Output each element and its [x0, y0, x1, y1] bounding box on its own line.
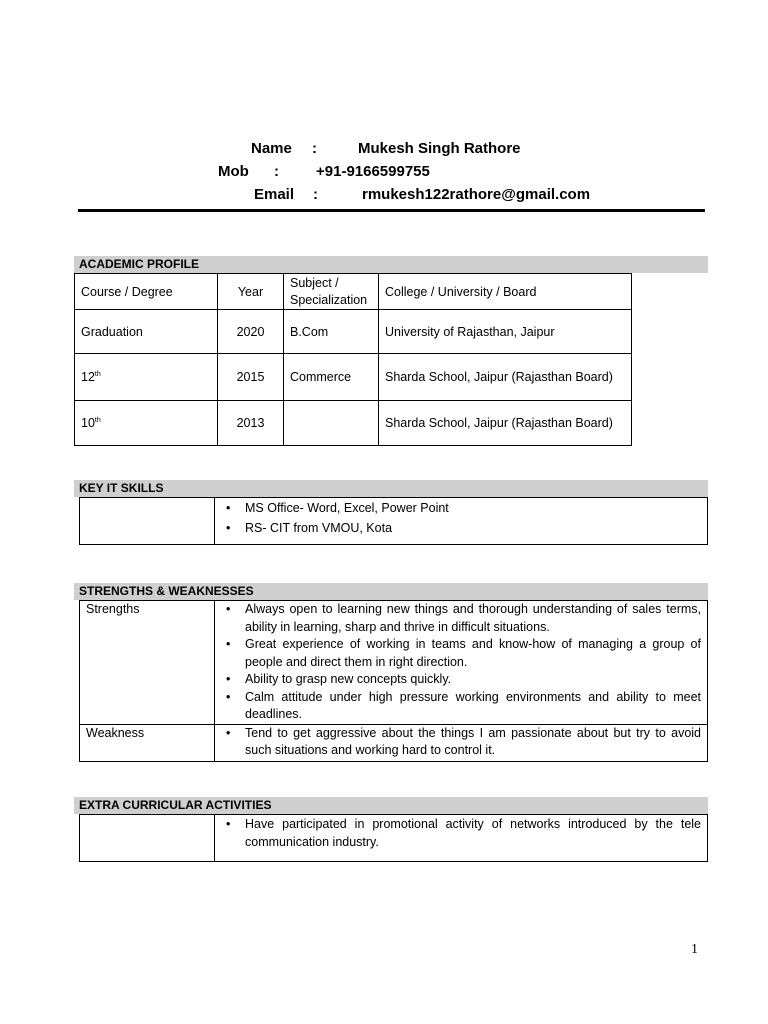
year-cell: 2015 [218, 354, 284, 401]
table-row [80, 601, 708, 725]
course-cell [75, 401, 218, 446]
course-text: Graduation [81, 324, 143, 339]
course-text: 10 [81, 416, 95, 430]
email-colon: : [313, 186, 318, 203]
extra-list [215, 816, 701, 851]
extra-empty-cell [80, 815, 215, 862]
header-board: College / University / Board [379, 274, 632, 310]
list-item [215, 518, 707, 538]
weakness-label: Weakness [80, 724, 215, 761]
strength-text: Great experience of working in teams and know-how of managing a group of people and direct them in right direction. [245, 637, 701, 669]
subject-cell [284, 401, 379, 446]
table-row [80, 815, 708, 862]
year-cell: 2013 [218, 401, 284, 446]
strength-text: Always open to learning new things and thorough understanding of sales terms, ability in learning, sharp and thrive in difficult situations. [245, 602, 701, 634]
table-row [75, 401, 632, 446]
header-subject: Subject / Specialization [284, 274, 379, 310]
board-cell: University of Rajasthan, Jaipur [379, 310, 632, 354]
academic-table [74, 273, 632, 446]
activity-text: Have participated in promotional activity of networks introduced by the tele communication industry. [245, 817, 701, 849]
strength-text: Calm attitude under high pressure working environments and ability to meet deadlines. [245, 689, 701, 721]
year-cell: 2020 [218, 310, 284, 354]
bullet-icon: • [226, 637, 231, 651]
table-row [75, 310, 632, 354]
bullet-icon: • [226, 817, 231, 831]
bullet-icon: • [226, 689, 231, 704]
list-item [215, 671, 701, 689]
strengths-section-title: STRENGTHS & WEAKNESSES [74, 583, 708, 600]
page-number: 1 [691, 942, 698, 957]
header-year: Year [218, 274, 284, 310]
extra-list-cell [215, 815, 708, 862]
weakness-list [215, 725, 701, 760]
list-item [215, 725, 701, 760]
board-cell: Sharda School, Jaipur (Rajasthan Board) [379, 354, 632, 401]
list-item [215, 601, 701, 636]
mob-row [0, 163, 768, 183]
table-row [80, 498, 708, 545]
skills-empty-cell [80, 498, 215, 545]
list-item [215, 689, 701, 724]
course-cell [75, 310, 218, 354]
mob-label: Mob [218, 163, 249, 180]
bullet-icon: • [226, 602, 231, 616]
course-sup: th [94, 370, 101, 378]
name-label: Name [251, 140, 292, 157]
list-item [215, 498, 707, 518]
name-row [0, 140, 768, 160]
academic-section-title: ACADEMIC PROFILE [74, 256, 708, 273]
skills-list [215, 498, 707, 538]
email-value: rmukesh122rathore@gmail.com [362, 186, 591, 203]
table-row [75, 354, 632, 401]
list-item [215, 816, 701, 851]
course-sup: th [94, 416, 101, 424]
skills-list-cell [215, 498, 708, 545]
email-row [0, 186, 768, 206]
strengths-list-cell [215, 601, 708, 725]
list-item [215, 636, 701, 671]
board-cell: Sharda School, Jaipur (Rajasthan Board) [379, 401, 632, 446]
bullet-icon: • [226, 725, 231, 740]
course-text: 12 [81, 370, 95, 384]
bullet-icon: • [226, 501, 231, 515]
skill-text: MS Office- Word, Excel, Power Point [245, 501, 449, 515]
strengths-label: Strengths [80, 601, 215, 725]
strengths-table [79, 600, 708, 762]
skills-section-title: KEY IT SKILLS [74, 480, 708, 497]
bullet-icon: • [226, 521, 231, 535]
mob-colon: : [274, 163, 279, 180]
course-cell [75, 354, 218, 401]
table-row [80, 724, 708, 761]
table-header-row [75, 274, 632, 310]
strengths-list [215, 601, 701, 724]
extra-section-title: EXTRA CURRICULAR ACTIVITIES [74, 797, 708, 814]
weakness-list-cell [215, 724, 708, 761]
name-colon: : [312, 140, 317, 157]
subject-cell: Commerce [284, 354, 379, 401]
bullet-icon: • [226, 672, 231, 686]
extra-table [79, 814, 708, 862]
strength-text: Ability to grasp new concepts quickly. [245, 672, 452, 686]
skills-table [79, 497, 708, 545]
header-course: Course / Degree [75, 274, 218, 310]
email-label: Email [254, 186, 295, 203]
weakness-text: Tend to get aggressive about the things I am passionate about but try to avoid such situations and working hard to control it. [245, 725, 701, 757]
mob-value: +91-9166599755 [316, 163, 430, 180]
name-value: Mukesh Singh Rathore [358, 140, 521, 157]
header-divider [78, 209, 705, 212]
skill-text: RS- CIT from VMOU, Kota [245, 521, 393, 535]
subject-cell: B.Com [284, 310, 379, 354]
